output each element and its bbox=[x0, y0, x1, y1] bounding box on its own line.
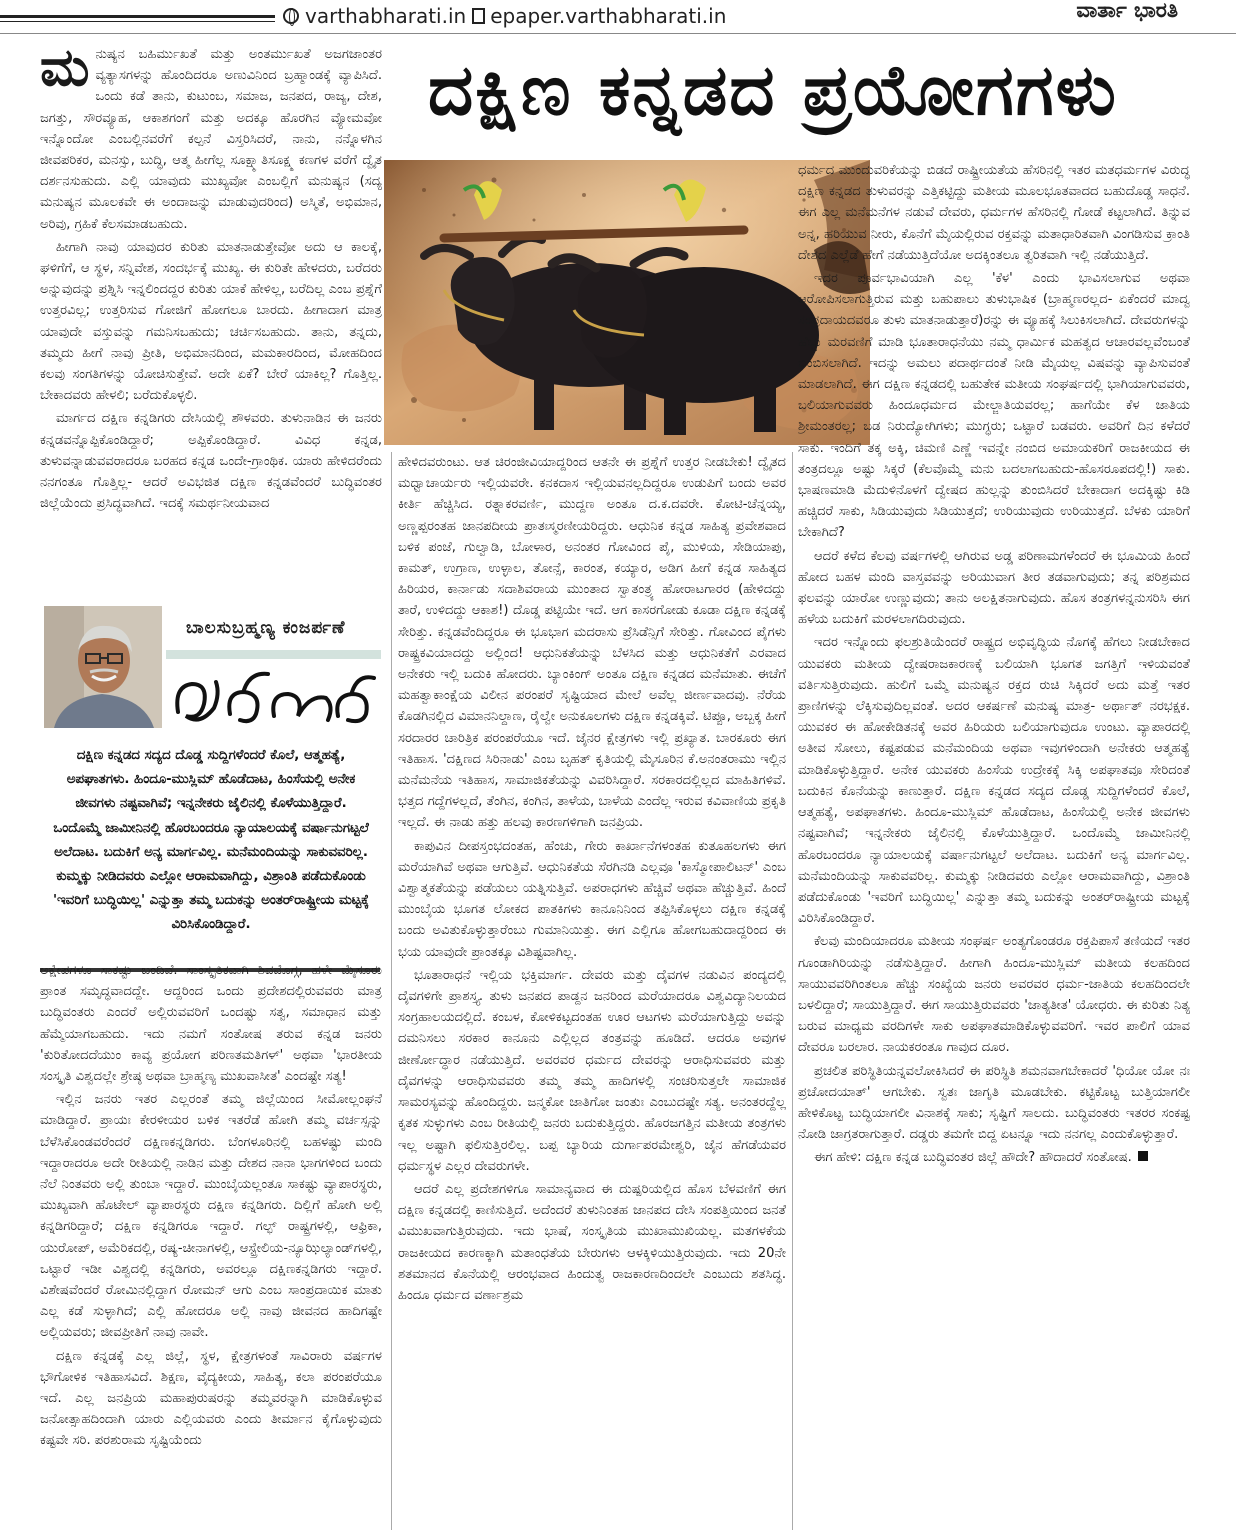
paragraph: ಹೇಳಿದವರುಂಟು. ಆತ ಚಿರಂಜೀವಿಯಾದ್ದರಿಂದ ಆತನೇ ಈ ಪ್ರಶ್ನೆಗೆ ಉತ್ತರ ನೀಡಬೇಕು! ದ್ವೈತದ ಮಧ್ವಾಚಾರ್ಯರು ಇಲ್ಲಿಯವರೇ. ಕನಕದಾಸ ಇಲ್ಲಿಯವನಲ್ಲದಿದ್ದರೂ ಉಡುಪಿಗೆ ಬಂದು ಅವರ ಕೀರ್ತಿ ಹೆಚ್ಚಿಸಿದ. ರತ್ನಾಕರವರ್ಣಿ, ಮುದ್ದಣ ಅಂತೂ ದ.ಕ.ದವರೇ. ಕೋಟಿ-ಚೆನ್ನಯ್ಯ, ಅಣ್ಣಪ್ಪರಂತಹ ಜಾನಪದೀಯ ಪ್ರಾತಃಸ್ಮರಣೀಯರಿದ್ದರು. ಆಧುನಿಕ ಕನ್ನಡ ಸಾಹಿತ್ಯ ಪ್ರವೇಶವಾದ ಬಳಿಕ ಪಂಜೆ, ಗುಲ್ವಾಡಿ, ಬೋಳಾರ, ಅನಂತರ ಗೋವಿಂದ ಪೈ, ಮುಳಿಯ, ಸೇಡಿಯಾಪು, ಕಾಮತ್, ಉಗ್ರಾಣ, ಉಳ್ಳಾಲ, ತೋನ್ಸೆ, ಕಾರಂತ, ಕಯ್ಯಾರ, ಅಡಿಗ ಹೀಗೆ ಕನ್ನಡ ಸಾಹಿತ್ಯದ ಹಿರಿಯರ, ಕಾರ್ನಾಡು ಸದಾಶಿವರಾಯ ಮುಂತಾದ ಸ್ವಾತಂತ್ರ್ಯ ಹೋರಾಟಗಾರರ (ಹೇಳಿದದ್ದು ತಾರೆ, ಉಳಿದದ್ದು ಆಕಾಶ!) ದೊಡ್ಡ ಪಟ್ಟಿಯೇ ಇದೆ. ಆಗ ಕಾಸರಗೋಡು ಕೂಡಾ ದಕ್ಷಿಣ ಕನ್ನಡಕ್ಕೆ ಸೇರಿತ್ತು. ಕನ್ನಡವೆಂದಿದ್ದರೂ ಈ ಭೂಭಾಗ ಮದರಾಸು ಪ್ರೆಸಿಡೆನ್ಸಿಗೆ ಸೇರಿತ್ತು. ಗೋವಿಂದ ಪೈಗಳು ರಾಷ್ಟ್ರಕವಿಯಾದದ್ದು ಅಲ್ಲಿಂದ! ಆಧುನಿಕತೆಯನ್ನು ಬೆಳಸಿದ ಮತ್ತು ಆಧುನಿಕತೆಗೆ ಎರವಾದ ಅನೇಕರು ಇಲ್ಲಿ ಬದುಕಿ ಹೋದರು. ಬ್ಯಾಂಕಿಂಗ್ ಅಂತೂ ದಕ್ಷಿಣ ಕನ್ನಡದ ಮನೆಮಾತು. ಈಚೆಗೆ ಮಹತ್ವಾಕಾಂಕ್ಷೆಯ ವಿಲೀನ ಪರಂಪರೆ ಸೃಷ್ಟಿಯಾದ ಮೇಲೆ ಅವೆಲ್ಲ ಜೀರ್ಣವಾದವು. ನೆರೆಯ ಕೊಡಗಿನಲ್ಲಿದ ವಿಮಾನನಿಲ್ದಾಣ, ರೈಲ್ವೇ ಅನುಕೂಲಗಳು ದಕ್ಷಿಣ ಕನ್ನಡಕ್ಕಿವೆ. ಟಿಪ್ಪೂ, ಅಬ್ಬಕ್ಕ ಹೀಗೆ ಸರದಾರರ ಚಾರಿತ್ರಿಕ ಪರಂಪರೆಯೂ ಇದೆ. ಜೈನರ ಕ್ಷೇತ್ರಗಳು ಇಲ್ಲಿ ಪ್ರಖ್ಯಾತ. ಬಾರಕೂರು ಈಗ ಇತಿಹಾಸ. 'ದಕ್ಷಿಣದ ಸಿರಿನಾಡು' ಎಂಬ ಬೃಹತ್ ಕೃತಿಯಲ್ಲಿ ಮೈಸೂರಿನ ಕೆ.ಅನಂತರಾಮು ಇಲ್ಲಿನ ಮನೆಮನೆಯ ಇತಿಹಾಸ, ಸಾಮಾಜಿಕತೆಯನ್ನು ವಿವರಿಸಿದ್ದಾರೆ. ಸರಕಾರದಲ್ಲಿಲ್ಲದ ಮಾಹಿತಿಗಳಿವೆ. ಭತ್ತದ ಗದ್ದೆಗಳಲ್ಲದೆ, ತೆಂಗಿನ, ಕಂಗಿನ, ತಾಳೆಯ, ಬಾಳೆಯ ಎಂದೆಲ್ಲ ಇರುವ ಕವಿವಾಣಿಯ ಪ್ರಕೃತಿ ಇಲ್ಲದೆ. ಈ ನಾಡು ಹತ್ತು ಹಲವು ಕಾರಣಗಳಿಗಾಗಿ ಜನಪ್ರಿಯ. bbox=[398, 455, 786, 831]
column-logo-script bbox=[170, 664, 380, 734]
paragraph: ಕೆಲವು ಮಂದಿಯಾದರೂ ಮತೀಯ ಸಂಘರ್ಷ ಅಂತ್ಯಗೊಂಡರೂ ರಕ್ತಪಿಪಾಸೆ ತಣಿಯದೆ ಇತರ ಗೂಂಡಾಗಿರಿಯನ್ನು ನಡೆಸುತ್ತಿದ್ದಾರೆ. ಹೀಗಾಗಿ ಹಿಂದೂ-ಮುಸ್ಲಿಮ್ ಮತೀಯ ಕಲಹದಿಂದ ಸಾಯುವವರಿಗಿಂತಲೂ ಹೆಚ್ಚು ಸಂಖ್ಯೆಯ ಜನರು ಅವರವರ ಧರ್ಮ-ಜಾತಿಯ ಕಲಹದಿಂದಲೇ ಬಳಲಿದ್ದಾರೆ; ಸಾಯುತ್ತಿದ್ದಾರೆ. ಈಗ ಸಾಯುತ್ತಿರುವವರು 'ಜಾತ್ಯತೀತ' ಯೋಧರು. ಈ ಕುರಿತು ನಿತ್ಯ ಬರುವ ಮಾಧ್ಯಮ ವರದಿಗಳೇ ಸಾಕು ಅಪಘಾತಮಾಡಿಕೊಳ್ಳುವವರಿಗೆ. ಇವರ ಪಾಲಿಗೆ ಯಾವ ದೇವರೂ ಬರಲಾರ. ನಾಯಕರಂತೂ ಗಾವುದ ದೂರ. bbox=[798, 934, 1190, 1056]
paragraph: ಅಕ್ಷೇಪಗಳೂ ಸಾಕಷ್ಟು ಬಂದಿವೆ. ಸಾಂಸ್ಕೃತಿಕವಾಗಿ ಶಿವಮೊಗ್ಗ, ಹಳೇ ಮೈಸೂರು ಪ್ರಾಂತ ಸಮೃದ್ಧವಾದದ್ದೇ. ಆದ್ದರಿಂದ ಒಂದು ಪ್ರದೇಶದಲ್ಲಿರುವವರು ಮಾತ್ರ ಬುದ್ಧಿವಂತರು ಎಂದರೆ ಅಲ್ಲಿರುವವರಿಗೆ ಒಂದಷ್ಟು ಸತ್ವ, ಸಮಾಧಾನ ಮತ್ತು ಹೆಮ್ಮೆಯಾಗಬಹುದು. ಇದು ನಮಗೆ ಸಂತೋಷ ತರುವ ಕನ್ನಡ ಜನರು 'ಕುರಿತೋದದೆಯುಂ ಕಾವ್ಯ ಪ್ರಯೋಗ ಪರಿಣತಮತಿಗಳ್' ಅಥವಾ 'ಭಾರತೀಯ ಸಂಸ್ಕೃತಿ ವಿಶ್ವದಲ್ಲೇ ಶ್ರೇಷ್ಠ ಅಥವಾ ಬ್ರಾಹ್ಮಣ್ಯ ಮುಖವಾಸೀತ' ಎಂದಷ್ಟೇ ಸತ್ಯ! bbox=[40, 963, 382, 1085]
column-logo bbox=[170, 664, 380, 734]
author-portrait bbox=[44, 606, 162, 728]
paragraph: ಇದರ ಪೂರ್ವಭಾವಿಯಾಗಿ ಎಲ್ಲ 'ಕೆಳ' ಎಂದು ಭಾವಿಸಲಾಗುವ ಅಥವಾ ಆರೋಪಿಸಲಾಗುತ್ತಿರುವ ಮತ್ತು ಬಹುಪಾಲು ತುಳುಭಾಷಿಕ (ಬ್ರಾಹ್ಮಣರಲ್ಲದ- ಏಕೆಂದರೆ ಮಾದ್ವ ಸಂಪ್ರದಾಯದವರೂ ತುಳು ಮಾತನಾಡುತ್ತಾರೆ)ರನ್ನು ಈ ವ್ಯೂಹಕ್ಕೆ ಸಿಲುಕಿಸಲಾಗಿದೆ. ದೇವರುಗಳನ್ನು ಹೆಚ್ಚು ಮರವಣಿಗೆ ಮಾಡಿ ಭೂತಾರಾಧನೆಯು ನಮ್ಮ ಧಾರ್ಮಿಕ ಮಹತ್ವದ ಆಚಾರವಲ್ಲವೆಂಬಂತೆ ಬಿಂಬಿಸಲಾಗಿದೆ. ಇದನ್ನು ಅಮಲು ಪದಾರ್ಥದಂತೆ ನೀಡಿ ಮೈಯಲ್ಲ ವಿಷವನ್ನು ವ್ಯಾಪಿಸುವಂತೆ ಮಾಡಲಾಗಿದೆ. ಈಗ ದಕ್ಷಿಣ ಕನ್ನಡದಲ್ಲಿ ಬಹುತೇಕ ಮತೀಯ ಸಂಘರ್ಷದಲ್ಲಿ ಭಾಗಿಯಾಗುವವರು, ಬಲಿಯಾಗುವವರು ಹಿಂದೂಧರ್ಮದ ಮೇಲ್ಜಾತಿಯವರಲ್ಲ; ಹಾಗೆಯೇ ಕೆಳ ಜಾತಿಯ ಶ್ರೀಮಂತರಲ್ಲ; ಬಡ ನಿರುದ್ಯೋಗಿಗಳು; ಮುಗ್ಧರು; ಒಟ್ಟಾರೆ ಬಡವರು. ಅವರಿಗೆ ದಿನ ಕಳೆದರೆ ಸಾಕು. ಇಂದಿಗೆ ತಕ್ಕ ಅಕ್ಕಿ, ಚಿಮಣಿ ಎಣ್ಣೆ ಇವನ್ನೇ ನಂಬಿದ ಅಮಾಯಕರಿಗೆ ರಾಜಕೀಯದ ಈ ತಂತ್ರದಲ್ಲೂ ಅಷ್ಟು ಸಿಕ್ಕರೆ (ಕೆಲವೊಮ್ಮೆ ಮನು ಬದಲಾಗಬಹುದು-ಹೊಸರೂಪದಲ್ಲಿ!) ಸಾಕು. ಭಾಷಣಮಾಡಿ ಮೆದುಳಿನೊಳಗೆ ದ್ವೇಷದ ಹುಲ್ಲನ್ನು ತುಂಬಿಸಿದರೆ ಬೇಕಾದಾಗ ಅದಕ್ಕಿಷ್ಟು ಕಿಡಿ ಹಚ್ಚಿದರೆ ಸಾಕು, ಸಿಡಿಯುವುದು ಸಿಡಿಯುತ್ತದೆ; ಉರಿಯುವುದು ಉರಿಯುತ್ತದೆ. ಬೆಳಕು ಯಾರಿಗೆ ಬೇಕಾಗಿದೆ? bbox=[798, 271, 1190, 541]
globe-icon bbox=[283, 8, 299, 24]
header-rule bbox=[0, 15, 275, 18]
paragraph: ದಕ್ಷಿಣ ಕನ್ನಡಕ್ಕೆ ಎಲ್ಲ ಜಿಲ್ಲೆ, ಸ್ಥಳ, ಕ್ಷೇತ್ರಗಳಂತೆ ಸಾವಿರಾರು ವರ್ಷಗಳ ಭೌಗೋಳಿಕ ಇತಿಹಾಸವಿದೆ. ಶಿಕ್ಷಣ, ವೈದ್ಯಕೀಯ, ಸಾಹಿತ್ಯ, ಕಲಾ ಪರಂಪರೆಯೂ ಇದೆ. ಎಲ್ಲ ಜನಪ್ರಿಯ ಮಹಾಪುರುಷರನ್ನು ತಮ್ಮವರನ್ನಾಗಿ ಮಾಡಿಕೊಳ್ಳುವ ಜನೋತ್ಸಾಹದಿಂದಾಗಿ ಯಾರು ಎಲ್ಲಿಯವರು ಎಂದು ತೀರ್ಮಾನ ಕೈಗೊಳ್ಳುವುದು ಕಷ್ಟವೇ ಸರಿ. ಪರಶುರಾಮ ಸೃಷ್ಟಿಯೆಂದು bbox=[40, 1348, 382, 1449]
newspaper-icon bbox=[472, 8, 485, 24]
author-photo bbox=[44, 606, 162, 728]
column-divider bbox=[391, 452, 392, 1530]
masthead-brand: ವಾರ್ತಾ ಭಾರತಿ bbox=[1076, 0, 1178, 22]
column-2 bbox=[398, 452, 786, 1530]
column-divider bbox=[792, 452, 793, 1530]
epaper-url[interactable]: epaper.varthabharati.in bbox=[490, 4, 727, 28]
paragraph: ಪ್ರಚಲಿತ ಪರಿಸ್ಥಿತಿಯನ್ನವಲೋಕಿಸಿದರೆ ಈ ಪರಿಸ್ಥಿತಿ ಶಮನವಾಗಬೇಕಾದರೆ 'ಧಿಯೋ ಯೋ ನಃ ಪ್ರಚೋದಯಾತ್' ಆಗಬೇಕು. ಸ್ವತಃ ಜಾಗೃತಿ ಮೂಡಬೇಕು. ಕಟ್ಟಿಕೊಟ್ಟ ಬುತ್ತಿಯಾಗಲೀ ಹೇಳಿಕೊಟ್ಟ ಬುದ್ಧಿಯಾಗಲೀ ವಿನಾಶಕ್ಕೆ ಸಾಕು; ಸೃಷ್ಟಿಗೆ ಸಾಲದು. ಬುದ್ಧಿವಂತರು ಇತರರ ಸಂಕಷ್ಟ ನೋಡಿ ಜಾಗ್ರತರಾಗುತ್ತಾರೆ. ದಡ್ಡರು ತಮಗೇ ಬಿದ್ದ ಏಟನ್ನೂ ಇದು ನನಗಲ್ಲ ಎಂದುಕೊಳ್ಳುತ್ತಾರೆ. bbox=[798, 1063, 1190, 1143]
paragraph: ಇದರ ಇನ್ನೊಂದು ಫಲಶ್ರುತಿಯೆಂದರೆ ರಾಷ್ಟ್ರದ ಅಭಿವೃದ್ಧಿಯ ನೊಗಕ್ಕೆ ಹೆಗಲು ನೀಡಬೇಕಾದ ಯುವಕರು ಮತೀಯ ದ್ವೇಷರಾಜಕಾರಣಕ್ಕೆ ಬಲಿಯಾಗಿ ಭೂಗತ ಜಗತ್ತಿಗೆ ಇಳಿಯವಂತೆ ವರ್ತಿಸುತ್ತಿರುವುದು. ಹುಲಿಗೆ ಒಮ್ಮೆ ಮನುಷ್ಯನ ರಕ್ತದ ರುಚಿ ಸಿಕ್ಕಿದರೆ ಅದು ಮತ್ತೆ ಇತರ ಪ್ರಾಣಿಗಳನ್ನು ಲೆಕ್ಕಿಸುವುದಿಲ್ಲವಂತೆ. ಅದರ ಆಕರ್ಷಣೆ ಮನುಷ್ಯ ಮಾತ್ರ- ಅರ್ಥಾತ್ ನರಭಕ್ಷಕ. ಯುವಕರ ಈ ಹೋಕೇಡಿತನಕ್ಕೆ ಅವರ ಹಿರಿಯರು ಬಲಿಯಾಗುವುದೂ ಉಂಟು. ವ್ಯಾಪಾರದಲ್ಲಿ ಅತೀವ ಸೋಲು, ಕಷ್ಟಪಡುವ ಮನೆಮಂದಿಯ ಅಥವಾ ಇವುಗಳಿಂದಾಗಿ ಅನೇಕರು ಆತ್ಮಹತ್ಯೆ ಮಾಡಿಕೊಳ್ಳುತ್ತಿದ್ದಾರೆ. ಅನೇಕ ಯುವಕರು ಹಿಂಸೆಯ ಉದ್ರೇಕಕ್ಕೆ ಸಿಕ್ಕಿ ಅಪಘಾತವೂ ಸೇರಿದಂತೆ ಬದುಕಿನ ಕೊನೆಯನ್ನು ಕಾಣುತ್ತಾರೆ. ದಕ್ಷಿಣ ಕನ್ನಡದ ಸದ್ಯದ ದೊಡ್ಡ ಸುದ್ದಿಗಳೆಂದರೆ ಕೊಲೆ, ಆತ್ಮಹತ್ಯೆ, ಅಪಘಾತಗಳು. ಹಿಂದೂ-ಮುಸ್ಲಿಮ್ ಹೊಡೆದಾಟ, ಹಿಂಸೆಯಲ್ಲಿ ಅನೇಕ ಜೀವಗಳು ನಷ್ಟವಾಗಿವೆ; ಇನ್ನನೇಕರು ಜೈಲಿನಲ್ಲಿ ಕೊಳೆಯುತ್ತಿದ್ದಾರೆ. ಒಂದೊಮ್ಮೆ ಜಾಮೀನಿನಲ್ಲಿ ಹೊರಬಂದರೂ ನ್ಯಾಯಾಲಯಕ್ಕೆ ವರ್ಷಾನುಗಟ್ಟಲೆ ಅಲೆದಾಟ. ಬದುಕಿಗೆ ಅನ್ಯ ಮಾರ್ಗವಿಲ್ಲ. ಮನೆಮಂದಿಯನ್ನು ಸಾಕುವವರಿಲ್ಲ. ಕುಮ್ಮಕ್ಕು ನೀಡಿದವರು ಎಲ್ಲೋ ಆರಾಮವಾಗಿದ್ದು, ವಿಶ್ರಾಂತಿ ಪಡೆದುಕೊಂಡು 'ಇವರಿಗೆ ಬುದ್ಧಿಯಿಲ್ಲ' ಎನ್ನುತ್ತಾ ತಮ್ಮ ಬದುಕನ್ನು ಅಂತರ್‌ರಾಷ್ಟ್ರೀಯ ಮಟ್ಟಕ್ಕೆ ವಿರಿಸಿಕೊಂಡಿದ್ದಾರೆ. bbox=[798, 635, 1190, 927]
paragraph: ಕಾಪುವಿನ ದೀಪಸ್ತಂಭದಂತಹ, ಹೆಂಚು, ಗೇರು ಕಾರ್ಖಾನೆಗಳಂತಹ ಕುತೂಹಲಗಳು ಈಗ ಮರೆಯಾಗಿವೆ ಅಥವಾ ಆಗುತ್ತಿವೆ. ಆಧುನಿಕತೆಯ ಸೆರಗಿನಡಿ ಎಲ್ಲವೂ 'ಕಾಸ್ಮೋಪಾಲಿಟನ್' ಎಂಬ ವಿಶ್ವಾತ್ಮಕತೆಯನ್ನು ಪಡೆಯಲು ಯತ್ನಿಸುತ್ತಿವೆ. ಅಪರಾಧಗಳು ಹೆಚ್ಚಿವೆ ಅಥವಾ ಹೆಚ್ಚುತ್ತಿವೆ. ಹಿಂದೆ ಮುಂಬೈಯ ಭೂಗತ ಲೋಕದ ಪಾತಕಿಗಳು ಕಾನೂನಿನಿಂದ ತಪ್ಪಿಸಿಕೊಳ್ಳಲು ದಕ್ಷಿಣ ಕನ್ನಡಕ್ಕೆ ಬಂದು ಅವಿತುಕೊಳ್ಳುತ್ತಾರೆಂಬು ಗುಮಾನಿಯಿತ್ತು. ಈಗ ಎಲ್ಲಿಗೂ ಹೋಗಬಹುದಾದ್ದರಿಂದ ಈ ಭಯ ಯಾವುದೇ ಪ್ರಾಂತಕ್ಕೂ ವಿಶಿಷ್ಟವಾಗಿಲ್ಲ. bbox=[398, 838, 786, 960]
paragraph-final bbox=[798, 1147, 1190, 1168]
closing-text: ಈಗ ಹೇಳಿ: ದಕ್ಷಿಣ ಕನ್ನಡ ಬುದ್ಧಿವಂತರ ಜಿಲ್ಲೆ ಹೌದೇ? ಹೌದಾದರೆ ಸಂತೋಷ. bbox=[814, 1150, 1132, 1166]
header-rule-thin bbox=[0, 21, 275, 22]
paragraph: ಇಲ್ಲಿನ ಜನರು ಇತರ ಎಲ್ಲರಂತೆ ತಮ್ಮ ಜಿಲ್ಲೆಯಿಂದ ಸೀಮೋಲ್ಲಂಘನೆ ಮಾಡಿದ್ದಾರೆ. ಪ್ರಾಯಃ ಕೇರಳೀಯರ ಬಳಿಕ ಇತರೆಡೆ ಹೋಗಿ ತಮ್ಮ ವರ್ಚಸ್ಸನ್ನು ಬೆಳೆಸಿಕೊಂಡವರೆಂದರೆ ದಕ್ಷಿಣಕನ್ನಡಿಗರು. ಬೆಂಗಳೂರಿನಲ್ಲಿ ಬಹಳಷ್ಟು ಮಂದಿ ಇದ್ದಾರಾದರೂ ಅದೇ ರೀತಿಯಲ್ಲಿ ನಾಡಿನ ಮತ್ತು ದೇಶದ ನಾನಾ ಭಾಗಗಳಿಂದ ಬಂದು ನೆಲೆ ನಿಂತವರು ಅಲ್ಲಿ ತುಂಬಾ ಇದ್ದಾರೆ. ಮುಂಬೈಯಲ್ಲಂತೂ ಸಾಕಷ್ಟು ವ್ಯಾಪಾರಸ್ಥರು, ಮುಖ್ಯವಾಗಿ ಹೊಟೇಲ್ ವ್ಯಾಪಾರಸ್ಥರು ದಕ್ಷಿಣ ಕನ್ನಡಿಗರು. ದಿಲ್ಲಿಗೆ ಹೋಗಿ ಅಲ್ಲಿ ಕನ್ನಡಿಗರಿದ್ದಾರೆ; ದಕ್ಷಿಣ ಕನ್ನಡಿಗರೂ ಇದ್ದಾರೆ. ಗಲ್ಫ್ ರಾಷ್ಟ್ರಗಳಲ್ಲಿ, ಆಫ್ರಿಕಾ, ಯುರೋಪ್, ಅಮೆರಿಕದಲ್ಲಿ, ರಷ್ಯ-ಚೀನಾಗಳಲ್ಲಿ, ಆಸ್ಟ್ರೇಲಿಯ-ನ್ಯೂಝಿಲ್ಯಾಂಡ್‌ಗಳಲ್ಲಿ, ಒಟ್ಟಾರೆ ಇಡೀ ವಿಶ್ವದಲ್ಲಿ ಕನ್ನಡಿಗರು, ಅವರಲ್ಲೂ ದಕ್ಷಿಣಕನ್ನಡಿಗರು ಇದ್ದಾರೆ. ವಿಶೇಷವೆಂದರೆ ರೋಮಿನಲ್ಲಿದ್ದಾಗ ರೋಮನ್ ಆಗು ಎಂಬ ಸಾಂಪ್ರದಾಯಿಕ ಮಾತು ಎಲ್ಲ ಕಡೆ ಸುಳ್ಳಾಗಿದೆ; ಎಲ್ಲಿ ಹೋದರೂ ಅಲ್ಲಿ ನಾವು ಜೀವನದ ಹಾದಿಗಷ್ಟೇ ಅಲ್ಲಿಯವರು; ಜೀವಪ್ರೀತಿಗೆ ನಾವು ನಾವೇ. bbox=[40, 1092, 382, 1341]
column-1-top bbox=[40, 44, 382, 590]
column-1-bottom bbox=[40, 960, 382, 1530]
paragraph: ಭೂತಾರಾಧನೆ ಇಲ್ಲಿಯ ಭಕ್ತಿಮಾರ್ಗ. ದೇವರು ಮತ್ತು ದೈವಗಳ ನಡುವಿನ ಪಂದ್ಯದಲ್ಲಿ ದೈವಗಳಿಗೇ ಪ್ರಾಶಸ್ತ್ಯ. ತುಳು ಜನಪದ ಪಾಡ್ದನ ಜನರಿಂದ ಮರೆಯಾದರೂ ವಿಶ್ವವಿದ್ಯಾನಿಲಯದ ಸಂಗ್ರಹಾಲಯದಲ್ಲಿದೆ. ಕಂಬಳ, ಕೋಳಿಕಟ್ಟದಂತಹ ಊರ ಆಟಗಳು ಮರೆಯಾಗುತ್ತಿದ್ದು ಅವನ್ನು ದಮನಿಸಲು ಸರಕಾರ ಕಾನೂನು ಎಲ್ಲಿಲ್ಲದ ತಂತ್ರವನ್ನು ಹೂಡಿದೆ. ಆದರೂ ಅವುಗಳ ಜೀರ್ಣೋದ್ಧಾರ ನಡೆಯುತ್ತಿದೆ. ಅವರವರ ಧರ್ಮದ ದೇವರನ್ನು ಆರಾಧಿಸುವವರು ಮತ್ತು ದೈವಗಳನ್ನು ಆರಾಧಿಸುವವರು ತಮ್ಮ ತಮ್ಮ ಹಾದಿಗಳಲ್ಲಿ ಸಂಚರಿಸುತ್ತಲೇ ಸಾಮಾಜಿಕ ಸಾಮರಸ್ಯವನ್ನು ಹೊಂದಿದ್ದರು. ಜನ್ಮಕೋ ಜಾತಿಗೋ ಜಂತುಃ ಎಂಬುದಷ್ಟೇ ಸತ್ಯ. ಅನಂತರದ್ದೆಲ್ಲ ಕೃತಕ ಸುಳ್ಳುಗಳು ಎಂಬ ರೀತಿಯಲ್ಲಿ ಜನರು ಬದುಕುತ್ತಿದ್ದರು. ಹೊರಜಗತ್ತಿನ ಮತೀಯ ತಂತ್ರಗಳು ಇಲ್ಲ ಅಷ್ಟಾಗಿ ಫಲಿಸುತ್ತಿರಲಿಲ್ಲ. ಬಪ್ಪ ಬ್ಯಾರಿಯ ದುರ್ಗಾಪರಮೇಶ್ವರಿ, ಜೈನ ಹೆಗಡೆಯವರ ಧರ್ಮಸ್ಥಳ ಎಲ್ಲರ ದೇವರುಗಳೇ. bbox=[398, 967, 786, 1174]
column-3 bbox=[798, 160, 1190, 1530]
paragraph: ಮಾರ್ಗದ ದಕ್ಷಿಣ ಕನ್ನಡಿಗರು ದೇಸಿಯಲ್ಲಿ ಶೌಳವರು. ತುಳುನಾಡಿನ ಈ ಜನರು ಕನ್ನಡವನ್ನೊಪ್ಪಿಕೊಂಡಿದ್ದಾರೆ; ಅಪ್ಪಿಕೊಂಡಿದ್ದಾರೆ. ವಿವಿಧ ಕನ್ನಡ, ತುಳುವನ್ನಾಡುವವರಾದರೂ ಬರಹದ ಕನ್ನಡ ಒಂದೇ-ಗ್ರಾಂಥಿಕ. ಯಾರು ಹೇಳಿದರೆಂದು ನನಗಂತೂ ಗೊತ್ತಿಲ್ಲ- ಆದರೆ ಅವಿಭಜಿತ ದಕ್ಷಿಣ ಕನ್ನಡವೆಂದರೆ ಬುದ್ಧಿವಂತರ ಜಿಲ್ಲೆಯೆಂದು ಪ್ರಸಿದ್ಧವಾಗಿದೆ. ಇದಕ್ಕೆ ಸಮರ್ಥನೀಯವಾದ bbox=[40, 411, 382, 512]
page-header bbox=[0, 0, 1236, 34]
site-url[interactable]: varthabharati.in bbox=[305, 4, 467, 28]
end-mark-icon bbox=[1138, 1151, 1148, 1161]
paragraph: ಆದರೆ ಎಲ್ಲ ಪ್ರದೇಶಗಳಿಗೂ ಸಾಮಾನ್ಯವಾದ ಈ ದುಷ್ಪರಿಯಲ್ಲಿದ ಹೊಸ ಬೆಳವಣಿಗೆ ಈಗ ದಕ್ಷಿಣ ಕನ್ನಡದಲ್ಲಿ ಕಾಣಿಸುತ್ತಿದೆ. ಅದೆಂದರೆ ತುಳುನಿಂತಹ ಜಾನಪದ ದೇಸಿ ಸಂಪತ್ತಿಯಿಂದ ಜನತೆ ವಿಮುಖವಾಗುತ್ತಿರುವುದು. ಇದು ಭಾಷೆ, ಸಂಸ್ಕೃತಿಯ ಮುಖಾಮುಖಿಯಲ್ಲ. ಮತಗಳಕೆಯ ರಾಜಕೀಯದ ಕಾರಣಕ್ಕಾಗಿ ಮತಾಂಧತೆಯ ಬೇರುಗಳು ಆಳಕ್ಕಿಳಿಯುತ್ತಿರುವುದು. ಇದು 20ನೇ ಶತಮಾನದ ಕೊನೆಯಲ್ಲಿ ಆರಂಭವಾದ ಹಿಂದುತ್ವ ರಾಜಕಾರಣದಿಂದಲೇ ಎಂಬುದು ಶತಸಿದ್ಧ. ಹಿಂದೂ ಧರ್ಮದ ವರ್ಣಾಶ್ರಮ bbox=[398, 1181, 786, 1303]
author-name: ಬಾಲಸುಬ್ರಹ್ಮಣ್ಯ ಕಂಜರ್ಪಣೆ bbox=[186, 618, 346, 638]
header-urls bbox=[283, 4, 726, 28]
author-accent-bar bbox=[166, 650, 381, 659]
article-headline: ದಕ್ಷಿಣ ಕನ್ನಡದ ಪ್ರಯೋಗಗಳು bbox=[428, 49, 1118, 131]
pull-quote: ದಕ್ಷಿಣ ಕನ್ನಡದ ಸದ್ಯದ ದೊಡ್ಡ ಸುದ್ದಿಗಳೆಂದರೆ ಕೊಲೆ, ಆತ್ಮಹತ್ಯೆ, ಅಪಘಾತಗಳು. ಹಿಂದೂ-ಮುಸ್ಲಿಮ್ ಹೊಡೆದಾಟ, ಹಿಂಸೆಯಲ್ಲಿ ಅನೇಕ ಜೀವಗಳು ನಷ್ಟವಾಗಿವೆ; ಇನ್ನನೇಕರು ಜೈಲಿನಲ್ಲಿ ಕೊಳೆಯುತ್ತಿದ್ದಾರೆ. ಒಂದೊಮ್ಮೆ ಜಾಮೀನಿನಲ್ಲಿ ಹೊರಬಂದರೂ ನ್ಯಾಯಾಲಯಕ್ಕೆ ವರ್ಷಾನುಗಟ್ಟಲೆ ಅಲೆದಾಟ. ಬದುಕಿಗೆ ಅನ್ಯ ಮಾರ್ಗವಿಲ್ಲ. ಮನೆಮಂದಿಯನ್ನು ಸಾಕುವವರಿಲ್ಲ. ಕುಮ್ಮಕ್ಕು ನೀಡಿದವರು ಎಲ್ಲೋ ಆರಾಮವಾಗಿದ್ದು, ವಿಶ್ರಾಂತಿ ಪಡೆದುಕೊಂಡು 'ಇವರಿಗೆ ಬುದ್ಧಿಯಿಲ್ಲ' ಎನ್ನುತ್ತಾ ತಮ್ಮ ಬದುಕನ್ನು ಅಂತರ್‌ರಾಷ್ಟ್ರೀಯ ಮಟ್ಟಕ್ಕೆ ವಿರಿಸಿಕೊಂಡಿದ್ದಾರೆ. bbox=[52, 748, 370, 933]
paragraph bbox=[40, 44, 382, 235]
drop-cap: ಮ bbox=[40, 44, 90, 98]
paragraph-text: ನುಷ್ಯನ ಬಹಿರ್ಮುಖತೆ ಮತ್ತು ಅಂತರ್ಮುಖತೆ ಅಜಗಜಾಂತರ ವ್ಯತ್ಯಾಸಗಳನ್ನು ಹೊಂದಿದರೂ ಅಣುವಿನಿಂದ ಬ್ರಹ್ಮಾಂಡಕ್ಕೆ ವ್ಯಾಪಿಸಿದೆ. ಒಂದು ಕಡೆ ತಾನು, ಕುಟುಂಬ, ಸಮಾಜ, ಜನಪದ, ರಾಜ್ಯ, ದೇಶ, ಜಗತ್ತು, ಸೌರವ್ಯೂಹ, ಆಕಾಶಗಂಗೆ ಮತ್ತು ಅದಕ್ಕೂ ಹೊರಗಿನ ವ್ಯೋಮವೋ ಇನ್ನೊಂದೋ ಎಂಬಲ್ಲಿನವರೆಗೆ ಕಲ್ಪನೆ ವಿಸ್ತರಿಸಿದರೆ, ನಾನು, ನನ್ನೊಳಗಿನ ಜೀವಪರಿಕರ, ಮನಸ್ಸು, ಬುದ್ಧಿ, ಆತ್ಮ ಹೀಗೆಲ್ಲ ಸೂಕ್ಷ್ಮಾತಿಸೂಕ್ಷ್ಮ ಕಣಗಳ ವರೆಗೆ ದ್ವೈತ ದರ್ಶನಸುಹುದು. ಎಲ್ಲಿ ಯಾವುದು ಮುಖ್ಯವೋ ಎಂಬಲ್ಲಿಗೆ ಮನುಷ್ಯನ (ಸದ್ಯ ಮನುಷ್ಯನ ಮೂಲಕವೇ ಈ ಅಂದಾಜನ್ನು ಮಾಡುವುದರಿಂದ) ಅಸ್ಮಿತೆ, ಅಭಿಮಾನ, ಅರಿವು, ಗ್ರಹಿಕೆ ಕೆಲಸಮಾಡಬಹುದು. bbox=[40, 47, 382, 232]
paragraph: ಆದರೆ ಕಳೆದ ಕೆಲವು ವರ್ಷಗಳಲ್ಲಿ ಆಗಿರುವ ಅಡ್ಡ ಪರಿಣಾಮಗಳೆಂದರೆ ಈ ಭೂಮಿಯ ಹಿಂದೆ ಹೋದ ಬಹಳ ಮಂದಿ ವಾಸ್ತವವನ್ನು ಅರಿಯುವಾಗ ತೀರ ತಡವಾಗುವುದು; ತನ್ನ ಪರಿಶ್ರಮದ ಫಲವನ್ನು ಯಾರೋ ಉಣ್ಣುವುದು; ತಾನು ಅಲಕ್ಷಿತನಾಗುವುದು. ಹೊಸ ತಂತ್ರಗಳನ್ನನುಸರಿಸಿ ಈಗ ಹಳೆಯ ಬದುಕಿಗೆ ಮರಳಲಾಗದಿರುವುದು. bbox=[798, 548, 1190, 628]
paragraph: ಹೀಗಾಗಿ ನಾವು ಯಾವುದರ ಕುರಿತು ಮಾತನಾಡುತ್ತೇವೋ ಅದು ಆ ಕಾಲಕ್ಕೆ, ಘಳಿಗೆಗೆ, ಆ ಸ್ಥಳ, ಸನ್ನಿವೇಶ, ಸಂದರ್ಭಕ್ಕೆ ಮುಖ್ಯ. ಈ ಕುರಿತೇ ಹೇಳದರು, ಬರೆದರು ಅನ್ನುವುದನ್ನು ಪ್ರಶ್ನಿಸಿ ಇನ್ನಲಿಂದದ್ದರ ಕುರಿತು ಯಾಕೆ ಹೇಳಿಲ್ಲ, ಬರೆದಿಲ್ಲ ಎಂಬ ಪ್ರಶ್ನೆಗೆ ಉತ್ತರವಿಲ್ಲ; ಉತ್ತರಿಸುವ ಗೋಜಿಗೆ ಹೋಗಲೂ ಬಾರದು. ಹೀಗಾದಾಗ ಮಾತ್ರ ಯಾವುದೇ ವಸ್ತುವನ್ನು ಗಮನಿಸಬಹುದು; ಚರ್ಚಿಸಬಹುದು. ತಾನು, ತನ್ನದು, ತಮ್ಮದು ಹೀಗೆ ನಾವು ಪ್ರೀತಿ, ಅಭಿಮಾನದಿಂದ, ಮಮಕಾರದಿಂದ, ಮೋಹದಿಂದ ಕಲವು ಸಂಗತಿಗಳನ್ನು ಯೋಚಿಸುತ್ತೇವೆ. ಅದೇ ಏಕೆ? ಬೇರೆ ಯಾಕಿಲ್ಲ? ಗೊತ್ತಿಲ್ಲ. ಬೇಕಾದವರು ಹೇಳಲಿ; ಬರೆದುಕೊಳ್ಳಲಿ. bbox=[40, 239, 382, 404]
paragraph: ಧರ್ಮದ ಮುಂದುವರಿಕೆಯನ್ನು ಬಿಡದೆ ರಾಷ್ಟ್ರೀಯತೆಯ ಹೆಸರಿನಲ್ಲಿ ಇತರ ಮತಧರ್ಮಗಳ ವಿರುದ್ಧ ದಕ್ಷಿಣ ಕನ್ನಡದ ತುಳುವರನ್ನು ಎತ್ತಿಕಟ್ಟಿದ್ದು ಮತೀಯ ಮೂಲಭೂತವಾದದ ಬಹುದೊಡ್ಡ ಸಾಧನೆ. ಈಗ ಎಲ್ಲ ಮನೆಮನೆಗಳ ನಡುವೆ ದೇವರು, ಧರ್ಮಗಳ ಹೆಸರಿನಲ್ಲಿ ಗೋಡೆ ಕಟ್ಟಲಾಗಿದೆ. ತಿನ್ನುವ ಅನ್ನ, ಹರಿಯುವ ನೀರು, ಕೊನೆಗೆ ಮೈಯಲ್ಲಿರುವ ರಕ್ತವನ್ನು ಮತಾಧಾರಿತವಾಗಿ ವಿಂಗಡಿಸುವ ಕ್ರಾಂತಿ ದೇಶದ ಎಲ್ಲೆಡೆ ಹೇಗೆ ನಡೆಯುತ್ತಿದೆಯೋ ಅದಕ್ಕಿಂತಲೂ ತ್ವರಿತವಾಗಿ ಇಲ್ಲಿ ನಡೆಯುತ್ತಿದೆ. bbox=[798, 163, 1190, 263]
header-divider bbox=[0, 33, 1236, 34]
